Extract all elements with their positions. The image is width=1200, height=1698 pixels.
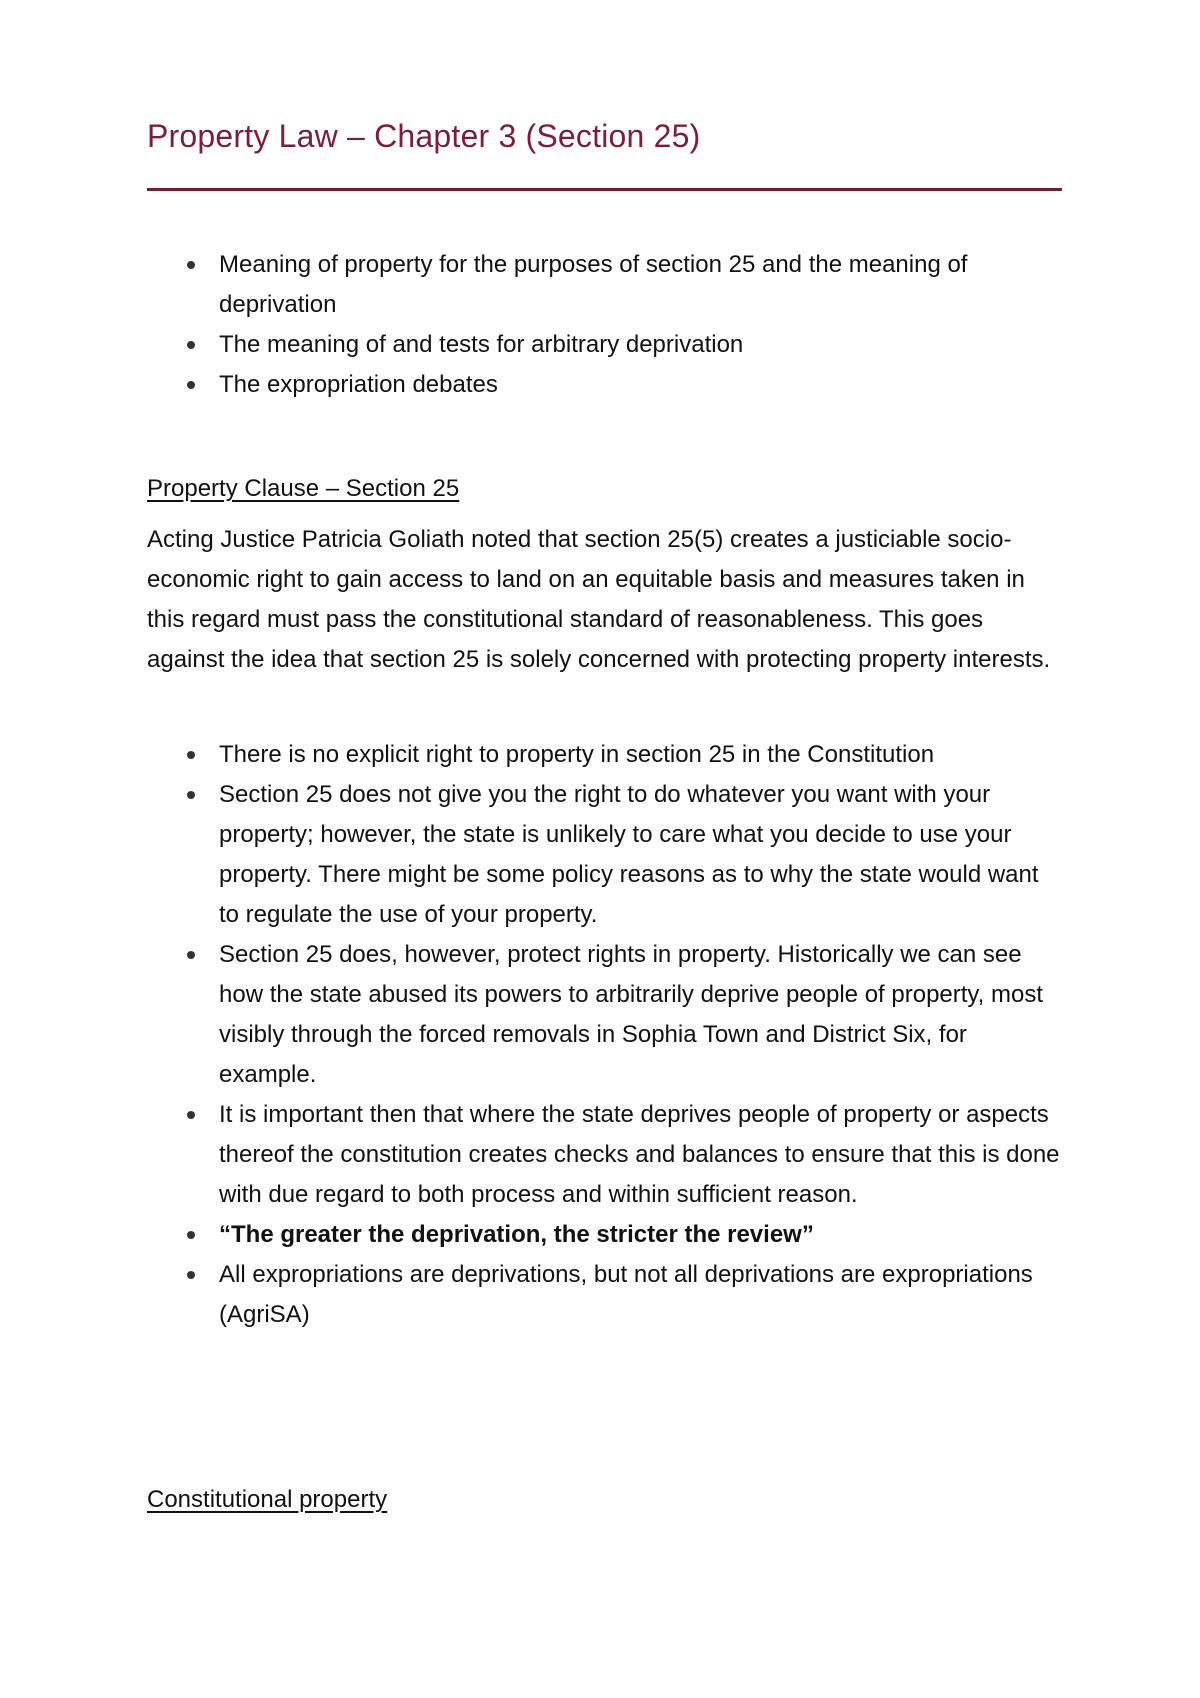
list-item-text: All expropriations are deprivations, but not all deprivations are expropriations (AgriSA) [219,1261,1033,1328]
list-item [147,1255,1062,1335]
bullet-icon [187,791,195,799]
bullet-icon [187,1231,195,1239]
list-item [147,1095,1062,1215]
bullet-icon [187,1111,195,1119]
list-item [147,365,1062,405]
title-divider [147,188,1062,191]
list-item-text: “The greater the deprivation, the stricter the review” [219,1221,814,1248]
bullet-icon [187,951,195,959]
list-item [147,735,1062,775]
list-item-text: It is important then that where the state deprives people of property or aspects thereof the constitution creates checks and balances to ensure that this is done with due regard to both process and within sufficient reason. [219,1101,1060,1208]
list-item-text: The meaning of and tests for arbitrary deprivation [219,331,744,358]
list-item [147,245,1062,325]
section-bullet-list [147,735,1062,1335]
section-heading-constitutional-property: Constitutional property [147,1486,388,1513]
bullet-icon [187,261,195,269]
list-item-text: The expropriation debates [219,371,498,398]
list-item-quote [147,1215,1062,1255]
list-item-text: Section 25 does, however, protect rights in property. Historically we can see how the state abused its powers to arbitrarily deprive people of property, most visibly through the forced removals in Sophia Town and District Six, for example. [219,941,1043,1088]
bullet-icon [187,751,195,759]
intro-bullet-list [147,245,1062,405]
document-title: Property Law – Chapter 3 (Section 25) [147,118,701,154]
bullet-icon [187,1271,195,1279]
section-paragraph: Acting Justice Patricia Goliath noted that section 25(5) creates a justiciable socio-economic right to gain access to land on an equitable basis and measures taken in this regard must pass the constitutional standard of reasonableness. This goes against the idea that section 25 is solely concerned with protecting property interests. [147,526,1051,673]
list-item [147,325,1062,365]
bullet-icon [187,381,195,389]
list-item-text: Meaning of property for the purposes of section 25 and the meaning of deprivation [219,251,968,318]
list-item-text: Section 25 does not give you the right to do whatever you want with your property; however, the state is unlikely to care what you decide to use your property. There might be some policy reasons as to why the state would want to regulate the use of your property. [219,781,1039,928]
list-item-text: There is no explicit right to property in section 25 in the Constitution [219,741,935,768]
list-item [147,935,1062,1095]
list-item [147,775,1062,935]
bullet-icon [187,341,195,349]
section-heading-property-clause: Property Clause – Section 25 [147,475,460,502]
